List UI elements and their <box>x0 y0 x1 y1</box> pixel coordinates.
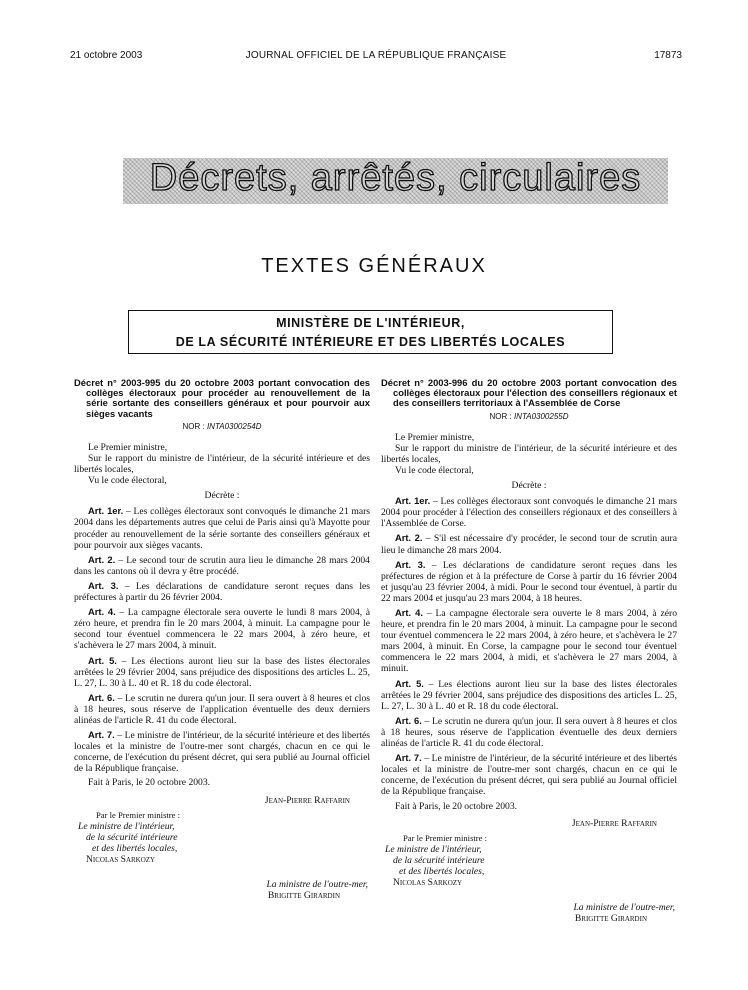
fait-a-paris: Fait à Paris, le 20 octobre 2003. <box>395 800 518 812</box>
article <box>381 607 677 675</box>
decree-title: Décret n° 2003-996 du 20 octobre 2003 portant convocation des collèges électoraux pour l'élection des conseillers régionaux et des conseillers territoriaux à l'Assemblée de Corse <box>381 377 677 409</box>
article-label: Art. 4. <box>395 607 424 619</box>
article-label: Art. 7. <box>88 729 115 741</box>
prime-minister-signature: Jean-Pierre Raffarin <box>571 817 657 829</box>
article-label: Art. 3. <box>88 579 119 591</box>
article <box>381 752 677 797</box>
outremer-title: La ministre de l'outre-mer, <box>573 902 675 914</box>
minister-title-line-1: Le ministre de l'intérieur, <box>385 843 482 855</box>
preamble-rapport: Sur le rapport du ministre de l'intérieur, de la sécurité intérieure et des libertés locales, <box>381 442 677 465</box>
article-label: Art. 5. <box>88 654 117 666</box>
prime-minister-signature: Jean-Pierre Raffarin <box>264 794 350 806</box>
article-text: – La campagne électorale sera ouverte le 8 mars 2004, à zéro heure, et prendra fin le 20 mars 2004, à minuit. La campagne pour le second tour éventuel commencera le 22 mars 2004, à zéro heure, et s'achèvera le 27 mars 2004, à minuit. En Corse, la campagne pour le second tour éventuel commencera le 22 mars 2004, à midi, et s'achèvera le 27 mars 2004, à minuit. <box>381 608 678 675</box>
preamble-premier: Le Premier ministre, <box>88 441 168 453</box>
minister-title-line-2: de la sécurité intérieure <box>86 831 178 843</box>
article <box>381 532 677 555</box>
minister-signature: Nicolas Sarkozy <box>393 877 463 889</box>
outremer-signature: Brigitte Girardin <box>267 890 340 902</box>
article-label: Art. 5. <box>395 677 424 689</box>
nor-label: NOR : <box>489 411 512 421</box>
article-text: – Les élections auront lieu sur la base des listes électorales arrêtées le 29 février 2004, sans préjudice des dispositions des articles L. 25, L. 27, L. 30 à L. 40 et R. 18 du code électoral. <box>381 678 677 712</box>
minister-title-line-2: de la sécurité intérieure <box>393 854 485 866</box>
decrete: Décrète : <box>204 490 240 502</box>
article-label: Art. 1er. <box>88 505 124 517</box>
article <box>381 559 677 604</box>
article-text: – Le scrutin ne durera qu'un jour. Il sera ouvert à 8 heures et clos à 18 heures, sous réserve de l'application éventuelle des deux derniers alinéas de l'article R. 41 du code électoral. <box>74 692 370 726</box>
header-date: 21 octobre 2003 <box>70 50 143 61</box>
countersignature-block <box>74 810 370 865</box>
article <box>74 580 370 603</box>
article-label: Art. 6. <box>395 714 422 726</box>
decree-title: Décret n° 2003-995 du 20 octobre 2003 portant convocation des collèges électoraux pour procéder au renouvellement de la série sortante des conseillers généraux et pour pourvoir aux sièges vacants <box>74 377 370 419</box>
ministry-box <box>128 310 613 354</box>
article-label: Art. 7. <box>395 752 422 764</box>
article-text: – Le second tour de scrutin aura lieu le dimanche 28 mars 2004 dans les cantons où il devra y être procédé. <box>74 554 370 577</box>
preamble-rapport: Sur le rapport du ministre de l'intérieur, de la sécurité intérieure et des libertés locales, <box>74 453 370 476</box>
nor-reference <box>381 411 677 422</box>
preamble-vu: Vu le code électoral, <box>395 464 474 476</box>
article-text: – La campagne électorale sera ouverte le lundi 8 mars 2004, à zéro heure, et prendra fin le 20 mars 2004, à minuit. La campagne pour le second tour éventuel commencera le 22 mars 2004, à zéro heure, et s'achèvera le 27 mars 2004, à minuit. <box>74 607 370 652</box>
article-text: – Le scrutin ne durera qu'un jour. Il sera ouvert à 8 heures et clos à 18 heures, sous réserve de l'application éventuelle des deux derniers alinéas de l'article R. 41 du code électoral. <box>381 715 677 750</box>
article-text: – Le ministre de l'intérieur, de la sécurité intérieure et des libertés locales et la ministre de l'outre-mer sont chargés, chacun en ce qui le concerne, de l'exécution du présent décret, qui sera publié au Journal officiel de la République française. <box>74 730 370 775</box>
article-text: – Les collèges électoraux sont convoqués le dimanche 21 mars 2004 dans les départements autres que celui de Paris ainsi qu'à Mayotte pour procéder au renouvellement de la série sortante des conseillers généraux et pour pourvoir aux sièges vacants. <box>74 506 371 551</box>
article <box>74 692 370 726</box>
article-label: Art. 3. <box>395 558 426 570</box>
article <box>74 729 370 774</box>
nor-code: INTA0300254D <box>206 421 262 431</box>
countersignature-block <box>381 833 677 888</box>
preamble-premier: Le Premier ministre, <box>395 431 475 443</box>
minister-signature: Nicolas Sarkozy <box>86 854 156 865</box>
article-text: – Le ministre de l'intérieur, de la sécurité intérieure et des libertés locales et la ministre de l'outre-mer sont chargés, chacun en ce qui le concerne, de l'exécution du présent décret, qui sera publié au Journal officiel de la République française. <box>381 753 677 798</box>
article-text: – Les déclarations de candidature seront reçues dans les préfectures à partir du 26 février 2004. <box>74 580 370 604</box>
section-heading: TEXTES GÉNÉRAUX <box>261 255 487 277</box>
par-premier-ministre: Par le Premier ministre : <box>403 832 488 843</box>
article-text: – Les déclarations de candidature seront reçues dans les préfectures de région et à la préfecture de Corse à partir du 16 février 2004 et jusqu'au 23 février 2004, à midi. Pour le second tour éventuel, à partir du 22 mars 2004 et jusqu'au 23 mars 2004, à 18 heures. <box>381 559 677 604</box>
decree-right-column <box>381 378 677 924</box>
article <box>381 495 677 529</box>
nor-code: INTA0300255D <box>513 411 569 421</box>
article-label: Art. 2. <box>88 553 116 565</box>
section-banner <box>123 158 668 204</box>
minister-title-line-3: et des libertés locales, <box>399 865 485 877</box>
header-journal-title: JOURNAL OFFICIEL DE LA RÉPUBLIQUE FRANÇAISE <box>245 50 507 61</box>
article <box>381 715 677 749</box>
article <box>74 505 370 550</box>
outremer-signature: Brigitte Girardin <box>574 913 647 925</box>
fait-a-paris: Fait à Paris, le 20 octobre 2003. <box>88 777 211 789</box>
outremer-title: La ministre de l'outre-mer, <box>266 879 368 891</box>
nor-reference <box>74 421 370 432</box>
decrete: Décrète : <box>511 480 547 492</box>
article <box>74 554 370 577</box>
minister-title-line-3: et des libertés locales, <box>92 842 178 854</box>
article-text: – S'il est nécessaire d'y procéder, le second tour de scrutin aura lieu le dimanche 28 mars 2004. <box>381 533 677 556</box>
article <box>381 678 677 712</box>
preamble-vu: Vu le code électoral, <box>88 475 167 487</box>
ministry-line-1: MINISTÈRE DE L'INTÉRIEUR, <box>276 316 465 330</box>
running-header <box>70 50 682 64</box>
nor-label: NOR : <box>182 421 205 431</box>
article-text: – Les élections auront lieu sur la base des listes électorales arrêtées le 29 février 2004, sans préjudice des dispositions des articles L. 25, L. 27, L. 30 à L. 40 et R. 18 du code électoral. <box>74 655 370 689</box>
par-premier-ministre: Par le Premier ministre : <box>96 809 181 820</box>
minister-title-line-1: Le ministre de l'intérieur, <box>78 820 175 832</box>
article <box>74 655 370 689</box>
article-text: – Les collèges électoraux sont convoqués le dimanche 21 mars 2004 pour procéder à l'élection des conseillers régionaux et des conseillers à l'Assemblée de Corse. <box>381 496 678 530</box>
article-label: Art. 2. <box>395 532 423 544</box>
ministry-line-2: DE LA SÉCURITÉ INTÉRIEURE ET DES LIBERTÉS LOCALES <box>175 335 566 349</box>
article-label: Art. 4. <box>88 606 116 618</box>
banner-title: Décrets, arrêtés, circulaires <box>149 157 642 199</box>
article-label: Art. 6. <box>88 691 115 703</box>
article-label: Art. 1er. <box>395 495 431 507</box>
article <box>74 606 370 651</box>
header-page-number: 17873 <box>654 50 682 61</box>
decree-left-column <box>74 378 370 901</box>
